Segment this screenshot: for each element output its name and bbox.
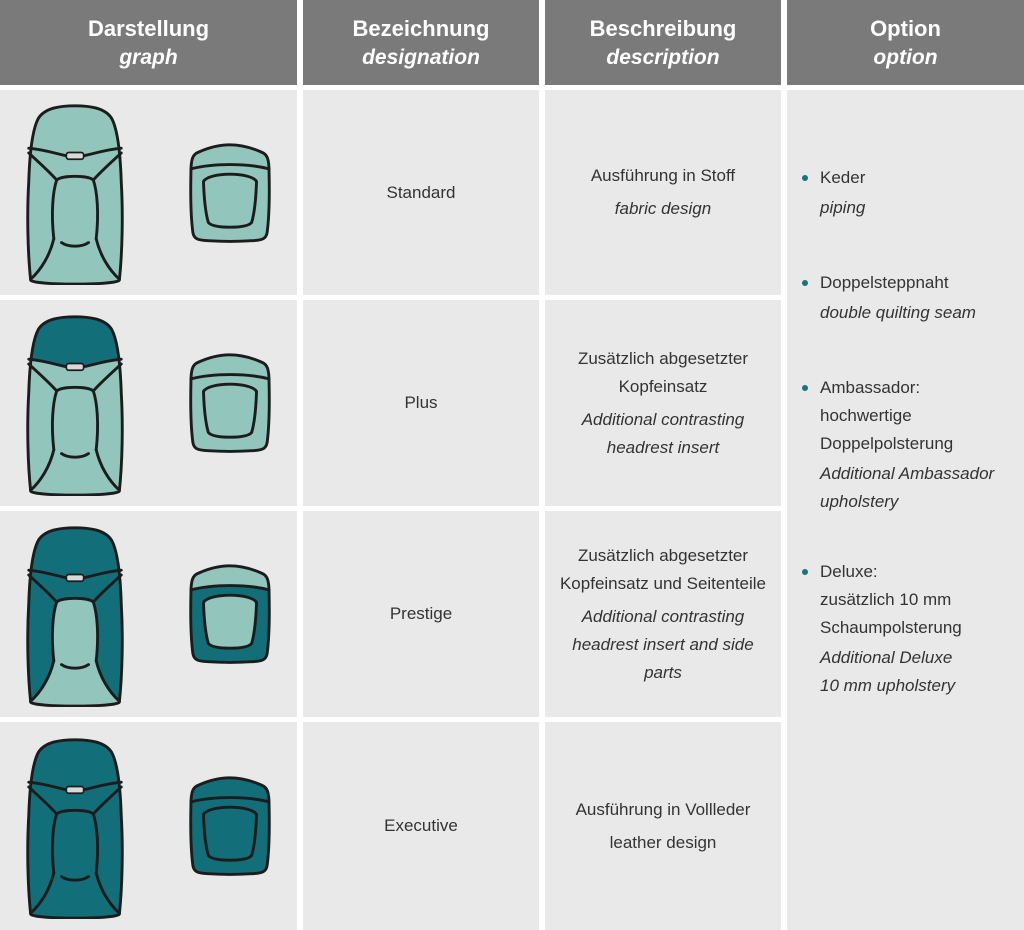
option-english-line: 10 mm upholstery	[820, 676, 956, 695]
description-german: Ausführung in Vollleder	[575, 799, 751, 819]
description-german: Zusätzlich abgesetzter Kopfeinsatz	[577, 348, 749, 396]
headrest-clip	[66, 363, 83, 370]
option-text	[820, 558, 962, 700]
headrest-clip	[66, 153, 83, 160]
seat-backrest-graphic	[22, 100, 128, 285]
designation-cell-prestige: Prestige	[303, 511, 539, 717]
description-cell-standard	[545, 90, 781, 295]
option-german: hochwertige	[820, 406, 912, 425]
graph-cell-prestige	[0, 511, 297, 717]
description-english: Additional contrasting headrest insert	[581, 409, 745, 457]
header-label-en: description	[606, 45, 720, 69]
option-english	[820, 644, 962, 700]
option-text	[820, 374, 994, 516]
option-english	[820, 460, 994, 516]
designation-cell-plus: Plus	[303, 300, 539, 506]
graph-cell-executive	[0, 722, 297, 930]
designation-cell-standard: Standard	[303, 90, 539, 295]
option-text	[820, 269, 976, 327]
header-label-de: Option	[870, 15, 941, 41]
headrest-clip	[66, 574, 83, 581]
seat-cushion-graphic	[184, 349, 276, 457]
seat-cushion-graphic	[184, 139, 276, 247]
seat-cushion-graphic	[184, 560, 276, 668]
option-english: double quilting seam	[820, 303, 976, 322]
designation-cell-executive: Executive	[303, 722, 539, 930]
header-label-en: designation	[362, 45, 480, 69]
column-header-graph	[0, 0, 297, 85]
header-label-de: Beschreibung	[589, 15, 737, 41]
header-label-de: Darstellung	[87, 15, 210, 41]
option-english: piping	[820, 198, 866, 217]
option-english-line: Additional Ambassador	[820, 464, 995, 483]
header-label-de: Bezeichnung	[352, 15, 490, 41]
option-english-line: Additional Deluxe	[820, 648, 953, 667]
seat-cushion-graphic	[184, 772, 276, 880]
bullet-icon	[802, 385, 808, 391]
description-cell-prestige	[545, 511, 781, 717]
option-german: Keder	[820, 168, 866, 187]
column-header-designation	[303, 0, 539, 85]
bullet-icon	[802, 280, 808, 286]
option-item-ambassador	[802, 374, 1016, 516]
option-german: Doppelpolsterung	[820, 434, 954, 453]
description-german: Ausführung in Stoff	[590, 166, 736, 185]
options-cell	[787, 90, 1024, 930]
option-item-doppelsteppnaht	[802, 269, 1016, 327]
bullet-icon	[802, 175, 808, 181]
option-item-keder	[802, 164, 1016, 222]
description-english: leather design	[609, 832, 717, 852]
header-label-en: graph	[119, 45, 178, 69]
graph-cell-standard	[0, 90, 297, 295]
description-cell-executive	[545, 722, 781, 930]
description-english: Additional contrasting headrest insert and side parts	[572, 606, 754, 682]
column-header-description	[545, 0, 781, 85]
option-item-deluxe	[802, 558, 1016, 700]
seat-backrest-graphic	[22, 734, 128, 919]
option-german: Ambassador:	[820, 378, 921, 397]
option-german: Schaumpolsterung	[820, 618, 962, 637]
seat-backrest-graphic	[22, 311, 128, 496]
graph-cell-plus	[0, 300, 297, 506]
option-english-line: upholstery	[820, 492, 899, 511]
option-german: Deluxe:	[820, 562, 878, 581]
description-cell-plus	[545, 300, 781, 506]
description-english: fabric design	[614, 199, 712, 218]
seat-backrest-graphic	[22, 522, 128, 707]
bullet-icon	[802, 569, 808, 575]
description-german: Zusätzlich abgesetzter Kopfeinsatz und Seitenteile	[559, 545, 767, 593]
option-german: zusätzlich 10 mm	[820, 590, 952, 609]
option-text	[820, 164, 865, 222]
option-german: Doppelsteppnaht	[820, 273, 949, 292]
header-label-en: option	[873, 45, 938, 69]
headrest-clip	[66, 786, 83, 793]
column-header-option	[787, 0, 1024, 85]
